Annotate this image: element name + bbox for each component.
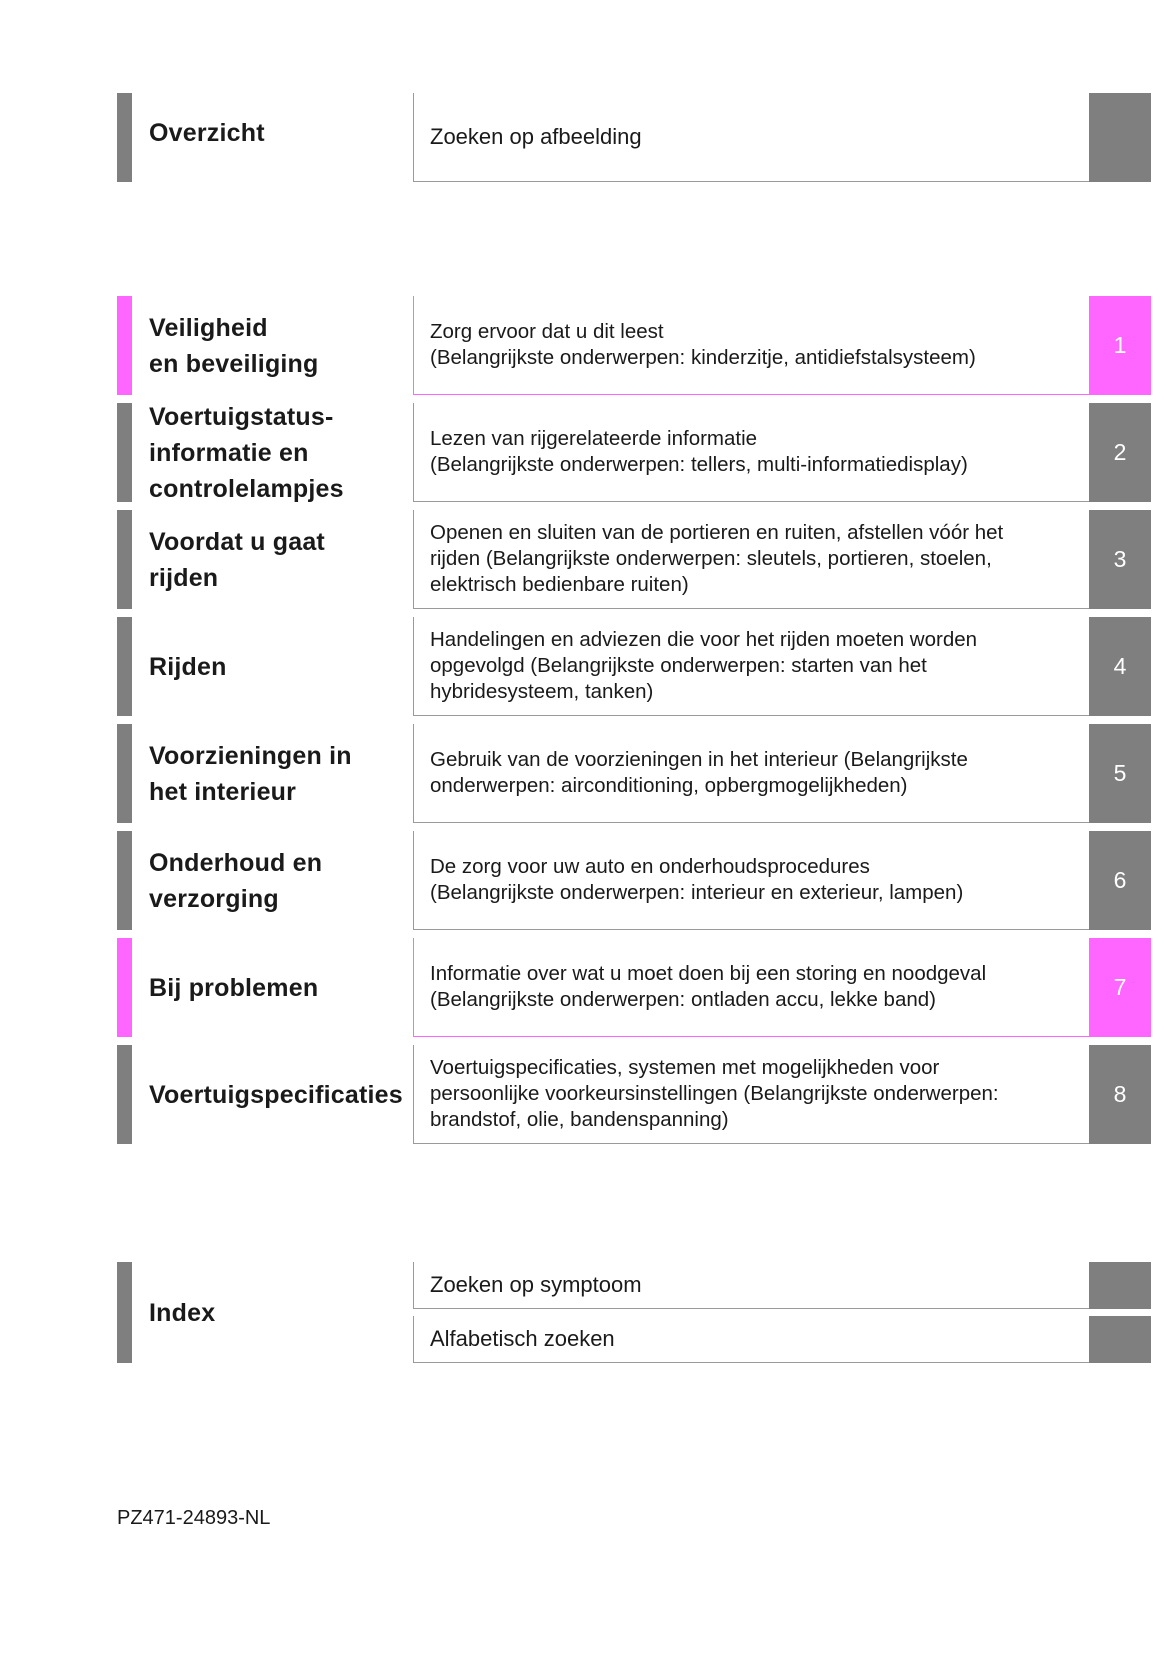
- chapter-4[interactable]: [0, 617, 1166, 716]
- overview-title: Overzicht: [149, 119, 265, 147]
- chapter-description[interactable]: Lezen van rijgerelateerde informatie (Belangrijkste onderwerpen: tellers, multi-informatiedisplay): [413, 403, 1089, 502]
- chapter-color-bar: [117, 617, 132, 716]
- chapter-title[interactable]: Onderhoud en verzorging: [149, 848, 323, 913]
- document-code: PZ471-24893-NL: [117, 1507, 271, 1529]
- chapter-color-bar: [117, 403, 132, 502]
- chapter-1[interactable]: [0, 296, 1166, 395]
- chapter-5[interactable]: [0, 724, 1166, 823]
- chapter-title[interactable]: Veiligheid en beveiliging: [149, 313, 319, 378]
- chapter-tab[interactable]: 6: [1089, 831, 1151, 930]
- chapter-title[interactable]: Voertuigspecificaties: [149, 1080, 403, 1109]
- chapter-title[interactable]: Voordat u gaat rijden: [149, 527, 325, 592]
- chapter-tab[interactable]: 8: [1089, 1045, 1151, 1144]
- chapter-description[interactable]: Zorg ervoor dat u dit leest (Belangrijkste onderwerpen: kinderzitje, antidiefstalsysteem): [413, 296, 1089, 395]
- chapter-tab[interactable]: 1: [1089, 296, 1151, 395]
- chapter-color-bar: [117, 938, 132, 1037]
- section-marker-bar: [117, 93, 132, 182]
- chapter-color-bar: [117, 1045, 132, 1144]
- index-title[interactable]: Index: [149, 1298, 216, 1327]
- chapter-title[interactable]: Bij problemen: [149, 973, 319, 1002]
- chapter-8[interactable]: [0, 1045, 1166, 1144]
- chapter-tab[interactable]: 5: [1089, 724, 1151, 823]
- chapter-color-bar: [117, 510, 132, 609]
- search-by-symptom-link[interactable]: Zoeken op symptoom: [413, 1262, 1089, 1309]
- chapter-tab[interactable]: 3: [1089, 510, 1151, 609]
- chapter-color-bar: [117, 296, 132, 395]
- chapter-tab[interactable]: 4: [1089, 617, 1151, 716]
- search-by-image-link[interactable]: Zoeken op afbeelding: [413, 93, 1089, 182]
- chapter-color-bar: [117, 724, 132, 823]
- chapter-title[interactable]: Rijden: [149, 652, 227, 681]
- chapter-7[interactable]: [0, 938, 1166, 1037]
- index-link-row[interactable]: [0, 1316, 1166, 1363]
- chapter-2[interactable]: [0, 403, 1166, 502]
- overview-section: [0, 93, 1166, 182]
- overview-tab[interactable]: [1089, 93, 1151, 182]
- chapter-6[interactable]: [0, 831, 1166, 930]
- chapter-tab[interactable]: 2: [1089, 403, 1151, 502]
- index-tab[interactable]: [1089, 1262, 1151, 1309]
- chapter-description[interactable]: Gebruik van de voorzieningen in het interieur (Belangrijkste onderwerpen: airconditioning, opbergmogelijkheden): [413, 724, 1089, 823]
- index-link-row[interactable]: [0, 1262, 1166, 1309]
- chapter-title[interactable]: Voorzieningen in het interieur: [149, 741, 352, 806]
- chapter-description[interactable]: Openen en sluiten van de portieren en ruiten, afstellen vóór het rijden (Belangrijkste onderwerpen: sleutels, portieren, stoelen, elektrisch bedienbare ruiten): [413, 510, 1089, 609]
- chapter-tab[interactable]: 7: [1089, 938, 1151, 1037]
- chapter-description[interactable]: Voertuigspecificaties, systemen met mogelijkheden voor persoonlijke voorkeursinstellingen (Belangrijkste onderwerpen: brandstof, olie, bandenspanning): [413, 1045, 1089, 1144]
- chapter-title[interactable]: Voertuigstatus- informatie en controlelampjes: [149, 402, 344, 503]
- alphabetical-search-link[interactable]: Alfabetisch zoeken: [413, 1316, 1089, 1363]
- chapter-description[interactable]: Handelingen en adviezen die voor het rijden moeten worden opgevolgd (Belangrijkste onderwerpen: starten van het hybridesysteem, tanken): [413, 617, 1089, 716]
- chapter-description[interactable]: Informatie over wat u moet doen bij een storing en noodgeval (Belangrijkste onderwerpen: ontladen accu, lekke band): [413, 938, 1089, 1037]
- chapter-color-bar: [117, 831, 132, 930]
- index-tab[interactable]: [1089, 1316, 1151, 1363]
- chapter-3[interactable]: [0, 510, 1166, 609]
- chapter-description[interactable]: De zorg voor uw auto en onderhoudsprocedures (Belangrijkste onderwerpen: interieur en exterieur, lampen): [413, 831, 1089, 930]
